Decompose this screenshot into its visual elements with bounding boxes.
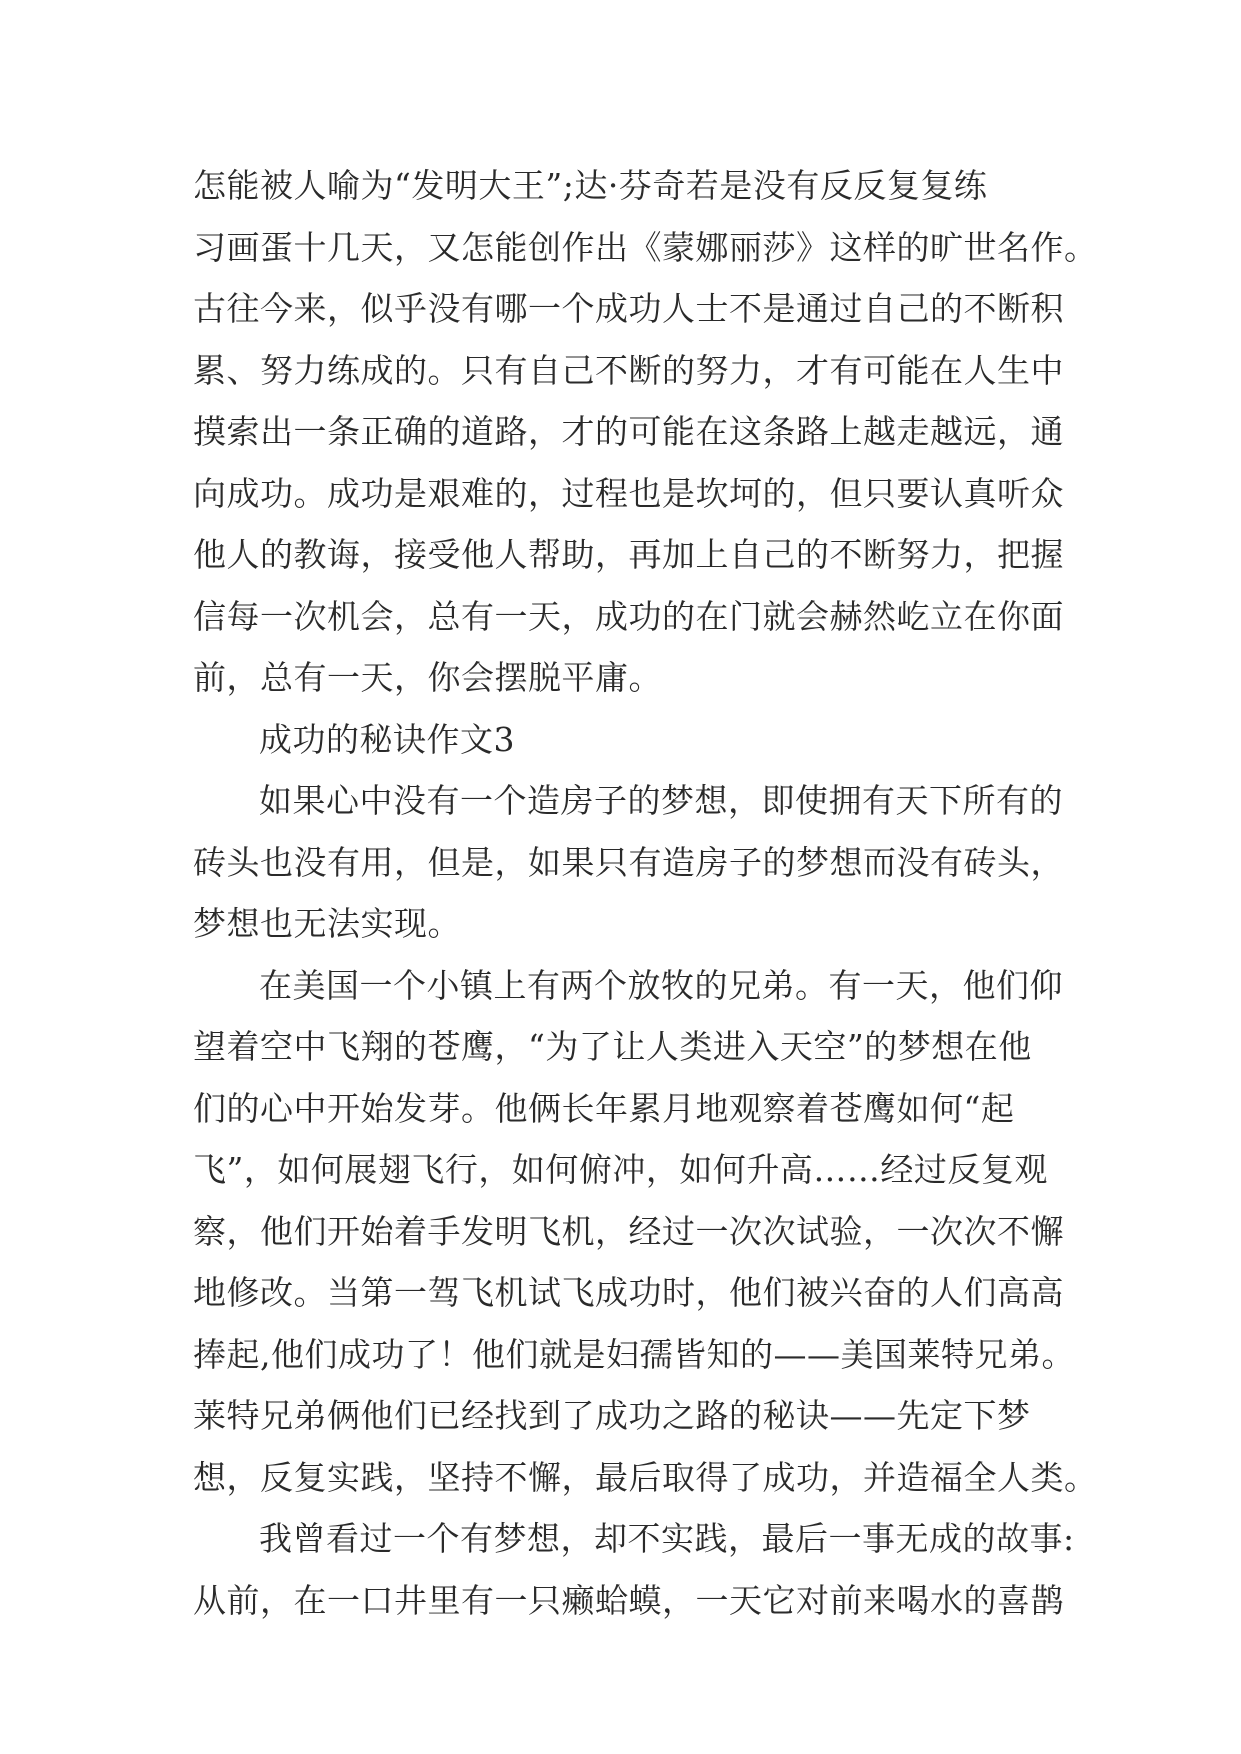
text-line: 他人的教诲，接受他人帮助，再加上自己的不断努力，把握 bbox=[193, 535, 1064, 574]
document-body bbox=[193, 155, 1098, 1631]
text-line: 砖头也没有用，但是，如果只有造房子的梦想而没有砖头， bbox=[193, 842, 1064, 882]
text-line: 察，他们开始着手发明飞机，经过一次次试验，一次次不懈 bbox=[193, 1211, 1064, 1251]
text-line: 摸索出一条正确的道路，才的可能在这条路上越走越远，通 bbox=[193, 412, 1064, 451]
text-line: 从前，在一口井里有一只癞蛤蟆，一天它对前来喝水的喜鹊 bbox=[193, 1580, 1064, 1620]
text-line: 习画蛋十几天，又怎能创作出《蒙娜丽莎》这样的旷世名作。 bbox=[193, 227, 1098, 267]
text-line: 捧起,他们成功了！他们就是妇孺皆知的——美国莱特兄弟。 bbox=[193, 1334, 1075, 1374]
text-line: 向成功。成功是艰难的，过程也是坎坷的，但只要认真听众 bbox=[193, 473, 1064, 513]
text-line: 飞”，如何展翅飞行，如何俯冲，如何升高……经过反复观 bbox=[193, 1150, 1048, 1189]
section-heading: 成功的秘诀作文3 bbox=[259, 719, 515, 759]
text-line: 梦想也无法实现。 bbox=[193, 904, 461, 943]
paragraph-start: 在美国一个小镇上有两个放牧的兄弟。有一天，他们仰 bbox=[259, 965, 1063, 1005]
paragraph-start: 如果心中没有一个造房子的梦想，即使拥有天下所有的 bbox=[259, 781, 1063, 820]
text-line: 信每一次机会，总有一天，成功的在门就会赫然屹立在你面 bbox=[193, 596, 1064, 636]
text-line: 想，反复实践，坚持不懈，最后取得了成功，并造福全人类。 bbox=[193, 1457, 1098, 1497]
text-line: 望着空中飞翔的苍鹰，“为了让人类进入天空”的梦想在他 bbox=[193, 1027, 1032, 1066]
paragraph-start: 我曾看过一个有梦想，却不实践，最后一事无成的故事: bbox=[259, 1519, 1075, 1558]
text-line: 们的心中开始发芽。他俩长年累月地观察着苍鹰如何“起 bbox=[193, 1088, 1015, 1128]
text-line: 前，总有一天，你会摆脱平庸。 bbox=[193, 658, 662, 697]
text-line: 累、努力练成的。只有自己不断的努力，才有可能在人生中 bbox=[193, 350, 1064, 390]
text-line: 怎能被人喻为“发明大王”;达·芬奇若是没有反反复复练 bbox=[193, 166, 988, 205]
text-line: 地修改。当第一驾飞机试飞成功时，他们被兴奋的人们高高 bbox=[193, 1273, 1064, 1312]
text-line: 莱特兄弟俩他们已经找到了成功之路的秘诀——先定下梦 bbox=[193, 1396, 1031, 1435]
text-line: 古往今来，似乎没有哪一个成功人士不是通过自己的不断积 bbox=[193, 289, 1064, 328]
